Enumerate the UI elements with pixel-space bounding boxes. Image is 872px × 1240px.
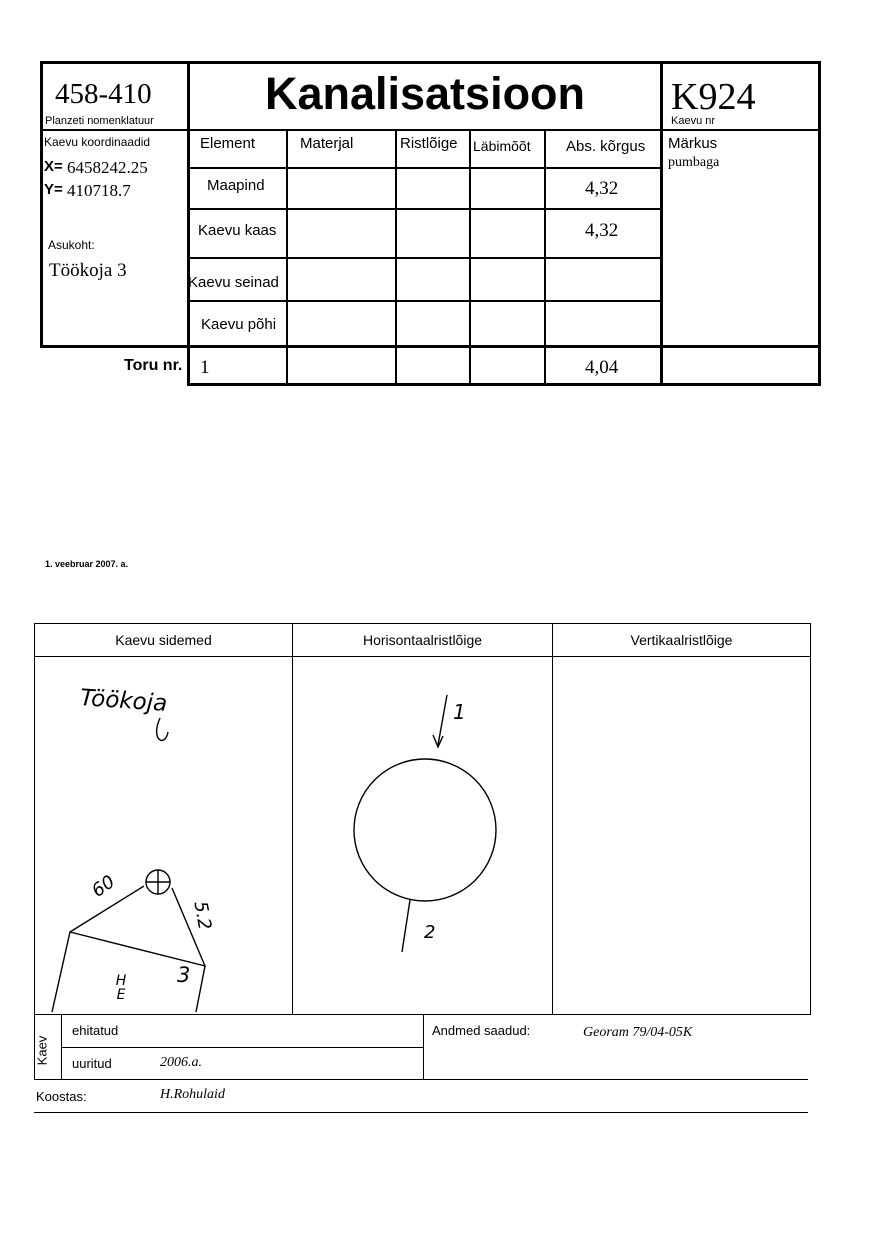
col-connections: Kaevu sidemed (115, 632, 212, 648)
hand-distance-3: 3 (177, 963, 191, 987)
y-label: Y= (44, 181, 63, 198)
page-title: Kanalisatsioon (264, 68, 586, 119)
header-cross-section: Ristlõige (400, 135, 458, 152)
well-number-label: Kaevu nr (671, 115, 716, 127)
built-label: ehitatud (72, 1023, 119, 1038)
x-value: 6458242.25 (67, 158, 148, 177)
hand-pipe-2: 2 (424, 922, 436, 943)
manhole-circle (354, 759, 496, 901)
row-bottom-element: Kaevu põhi (201, 316, 277, 333)
street-line-left (52, 886, 144, 1012)
hand-pipe-1: 1 (453, 700, 466, 724)
pipe-1-arrowhead (433, 735, 443, 747)
hand-distance-52: 5.2 (189, 899, 216, 932)
header-material: Materjal (300, 135, 354, 152)
hand-street-name: Töökoja (79, 684, 169, 718)
kaev-label: Kaev (34, 1035, 50, 1066)
pipe-number: 1 (200, 357, 210, 378)
col-horizontal: Horisontaalristlõige (362, 632, 483, 648)
header-abs-height: Abs. kõrgus (566, 138, 646, 155)
surveyed-label: uuritud (72, 1056, 112, 1071)
y-value: 410718.7 (67, 181, 131, 200)
pipe-abs-height: 4,04 (585, 357, 619, 378)
street-hand-flourish (157, 718, 168, 740)
location-value: Töökoja 3 (49, 260, 127, 281)
pipe-2-line (402, 900, 410, 952)
coordinates-label: Kaevu koordinaadid (44, 135, 151, 149)
data-source-label: Andmed saadud: (432, 1023, 531, 1038)
author-value: H.Rohulaid (160, 1087, 225, 1102)
well-number-value: K924 (671, 76, 756, 118)
header-element: Element (200, 135, 256, 152)
row-ground-element: Maapind (207, 177, 265, 194)
data-source-value: Georam 79/04-05K (583, 1025, 693, 1040)
date-text: 1. veebruar 2007. a. (45, 559, 129, 569)
hand-he: H E (115, 973, 127, 1003)
x-label: X= (44, 158, 63, 175)
nomenclature-value: 458-410 (55, 78, 152, 110)
row-cover-abs: 4,32 (585, 220, 619, 241)
row-ground-abs: 4,32 (585, 178, 619, 199)
header-diameter: Läbimõõt (473, 138, 531, 154)
nomenclature-label: Planzeti nomenklatuur (45, 115, 154, 127)
header-note: Märkus (668, 135, 718, 152)
surveyed-value: 2006.a. (160, 1055, 202, 1070)
col-vertical: Vertikaalristlõige (630, 632, 733, 648)
note-value: pumbaga (668, 155, 720, 170)
hand-distance-60: 60 (88, 871, 119, 902)
author-label: Koostas: (36, 1089, 87, 1104)
location-label: Asukoht: (48, 238, 95, 252)
pipe-label: Toru nr. (124, 357, 183, 374)
row-cover-element: Kaevu kaas (198, 222, 277, 239)
row-walls-element: Kaevu seinad (188, 274, 279, 291)
